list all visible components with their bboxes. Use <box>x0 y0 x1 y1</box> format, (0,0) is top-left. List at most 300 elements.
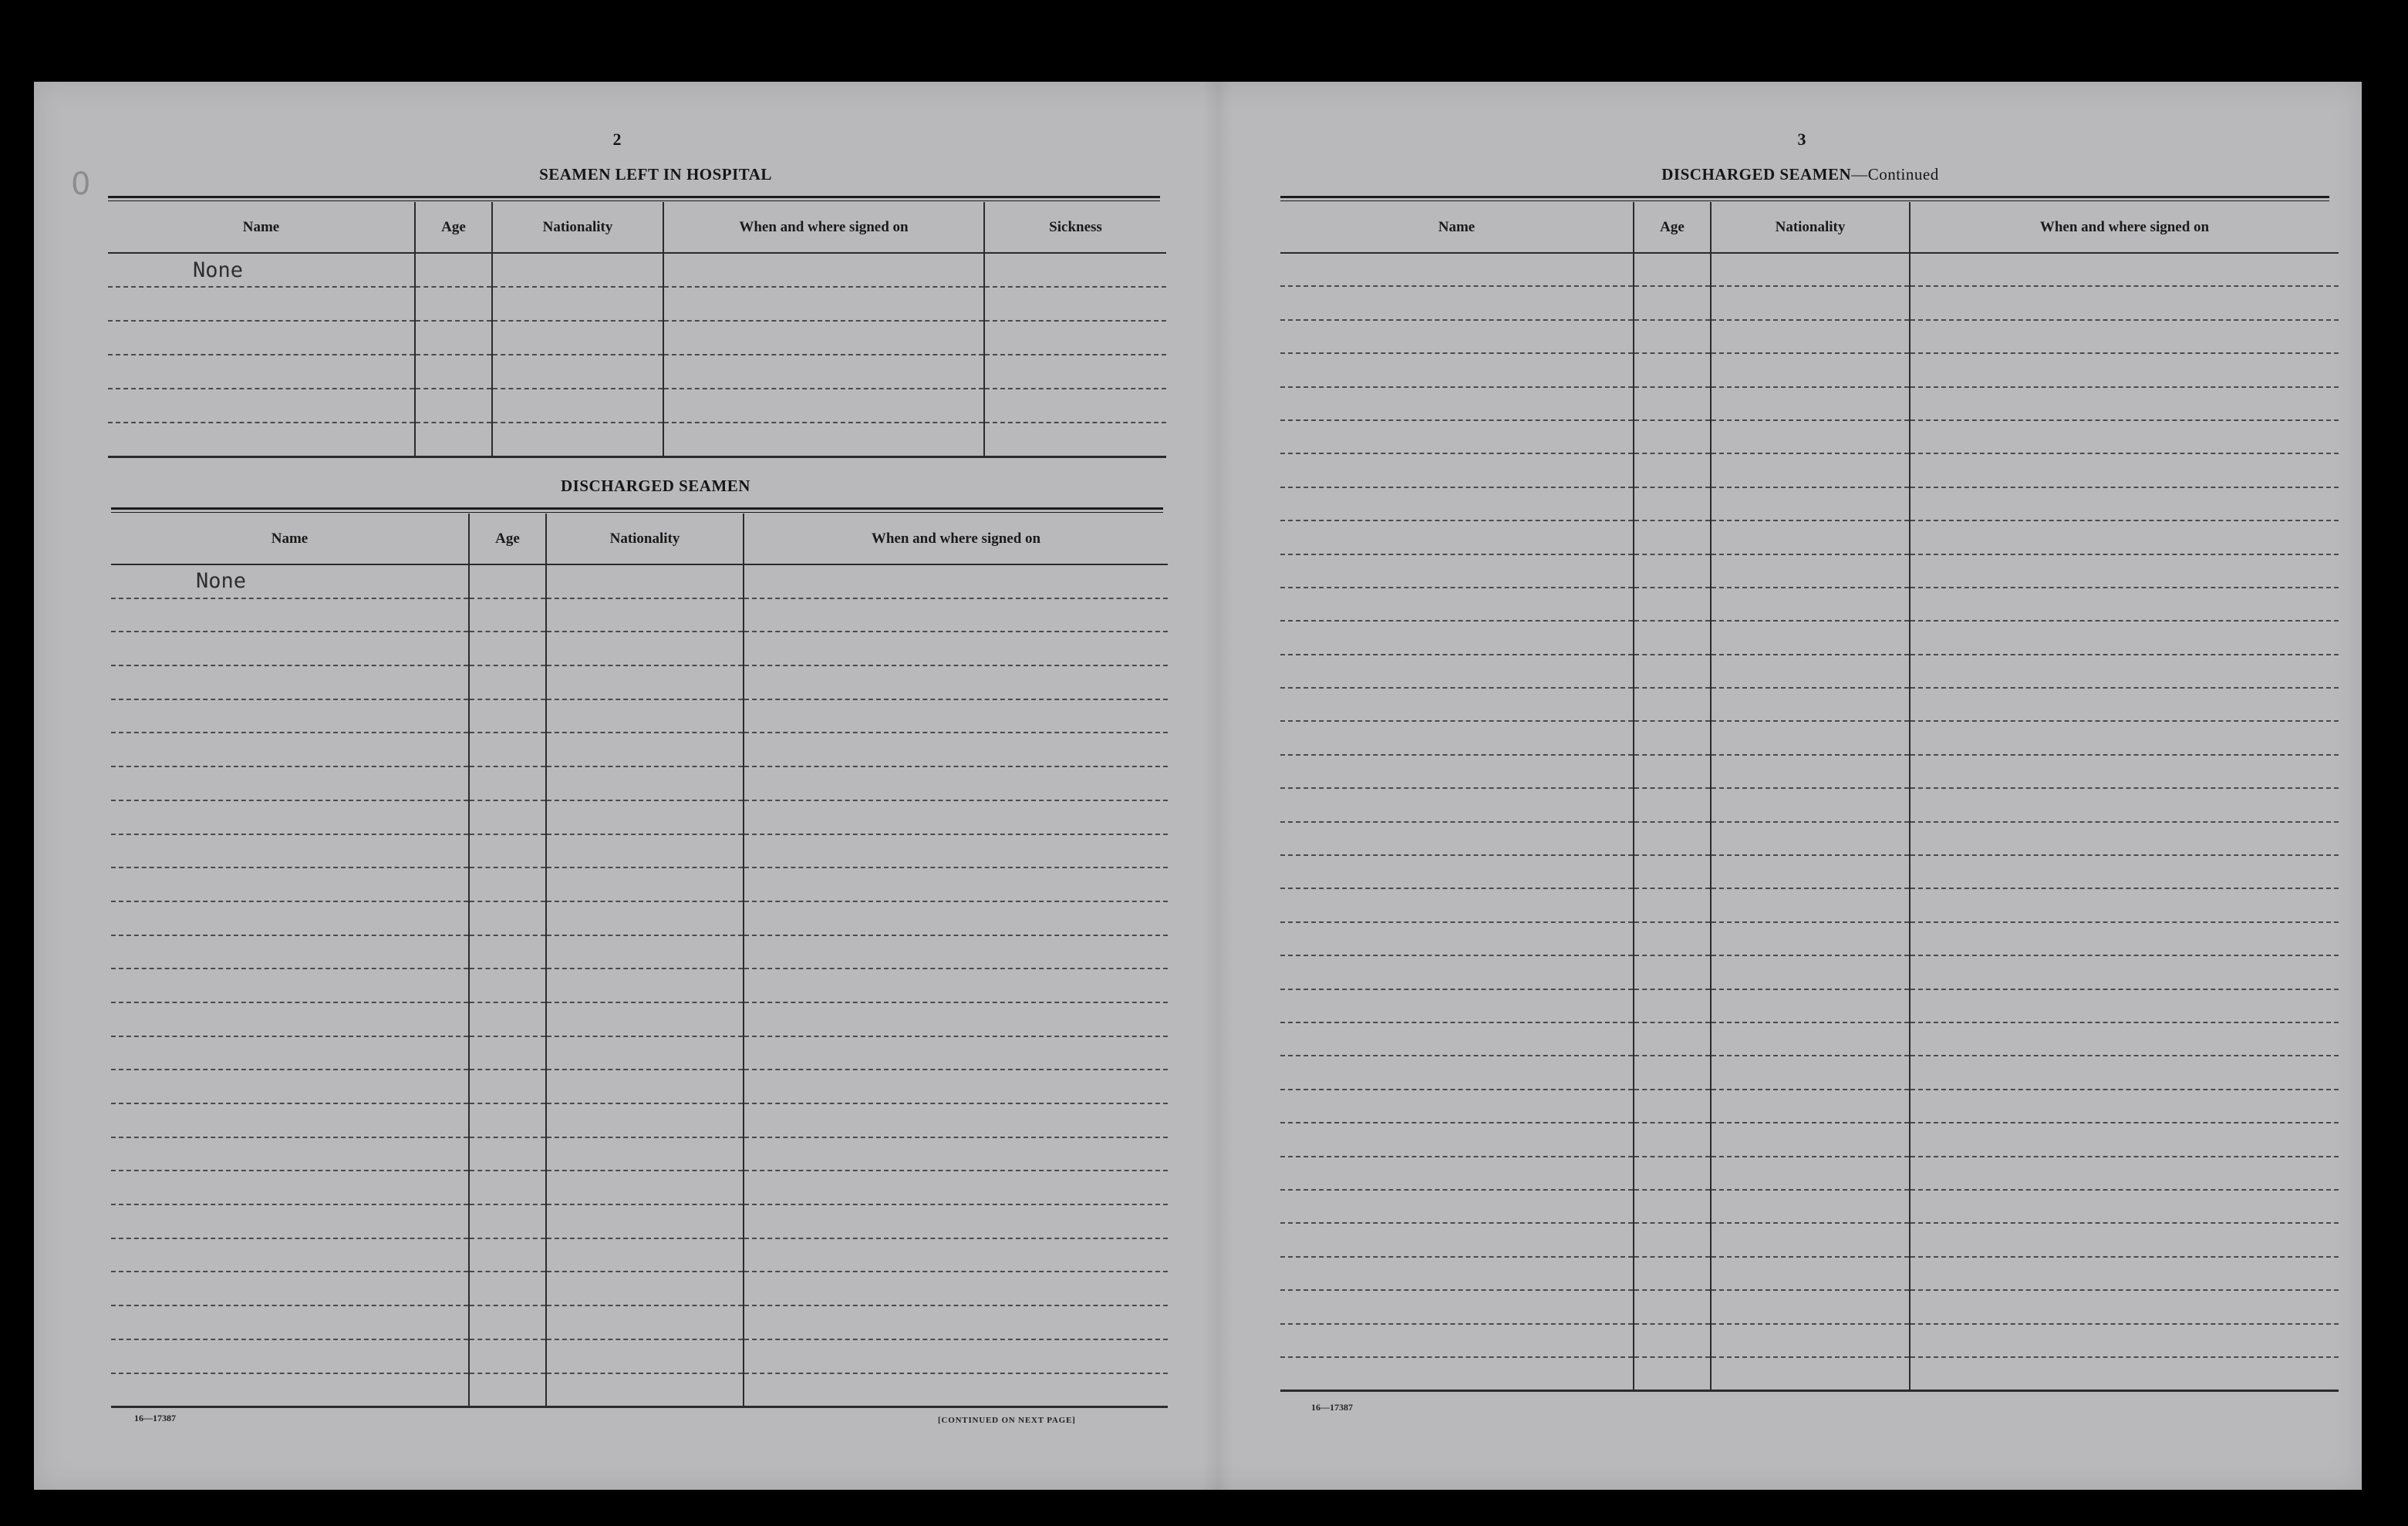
table-cell <box>1711 1223 1910 1256</box>
table-cell <box>415 355 492 389</box>
table-cell <box>1280 888 1634 921</box>
table-cell <box>546 935 744 969</box>
table-row <box>1280 487 2339 520</box>
table-cell <box>1711 655 1910 688</box>
table-row <box>111 1002 1168 1036</box>
table-cell <box>1634 721 1711 754</box>
right-section-title-suffix: —Continued <box>1851 165 1939 184</box>
table-cell <box>469 935 546 969</box>
table-cell <box>469 766 546 800</box>
table-cell <box>1280 1157 1634 1190</box>
table-cell <box>111 834 469 868</box>
table-cell <box>1910 989 2339 1022</box>
table-cell <box>1634 688 1711 721</box>
table-cell <box>984 355 1166 389</box>
table-cell <box>1910 888 2339 921</box>
table-cell <box>1910 655 2339 688</box>
table-cell <box>1910 1022 2339 1056</box>
table-cell <box>663 253 984 287</box>
table-row <box>111 598 1168 632</box>
table-row <box>111 1339 1168 1373</box>
table-row <box>1280 888 2339 921</box>
table-row <box>111 733 1168 766</box>
table-cell <box>1910 1223 2339 1256</box>
table-row <box>1280 655 2339 688</box>
table-cell <box>111 699 469 733</box>
table-cell <box>111 867 469 901</box>
table-row <box>111 1204 1168 1238</box>
table-cell <box>1634 655 1711 688</box>
table-cell <box>1280 253 1634 286</box>
table-cell <box>1711 1257 1910 1290</box>
table-cell <box>111 1204 469 1238</box>
table-cell <box>492 321 663 355</box>
discharged-col-name: Name <box>111 514 469 564</box>
table-cell <box>546 665 744 699</box>
table-cell <box>1280 1090 1634 1123</box>
table-cell <box>1711 822 1910 855</box>
table-cell <box>1280 655 1634 688</box>
right-title-rule <box>1280 196 2329 201</box>
table-cell <box>1910 320 2339 353</box>
table-cell <box>1910 1090 2339 1123</box>
table-cell <box>1634 520 1711 554</box>
table-row <box>108 287 1166 321</box>
table-row <box>1280 1357 2339 1390</box>
table-row <box>1280 286 2339 319</box>
table-cell <box>1910 1056 2339 1089</box>
table-row <box>1280 755 2339 788</box>
table-cell <box>1910 1290 2339 1323</box>
right-section-title <box>1569 165 2032 184</box>
table-cell <box>744 1339 1168 1373</box>
table-cell <box>1634 1022 1711 1056</box>
table-cell <box>1910 922 2339 955</box>
discharged-col-age: Age <box>469 514 546 564</box>
table-row <box>1280 688 2339 721</box>
table-row <box>1280 353 2339 386</box>
table-cell <box>984 389 1166 423</box>
manifest-sheet <box>34 82 2362 1490</box>
table-cell <box>111 1103 469 1137</box>
table-cell <box>108 389 415 423</box>
table-cell <box>744 968 1168 1002</box>
table-cell <box>1711 621 1910 654</box>
table-cell <box>1910 1357 2339 1390</box>
table-row <box>111 867 1168 901</box>
table-cell <box>1711 788 1910 821</box>
table-cell <box>546 766 744 800</box>
table-cell <box>546 632 744 665</box>
table-cell <box>1910 353 2339 386</box>
table-row <box>111 1238 1168 1272</box>
table-cell <box>1711 1357 1910 1390</box>
table-cell <box>1634 1090 1711 1123</box>
table-row <box>1280 520 2339 554</box>
table-cell <box>111 1070 469 1103</box>
table-cell <box>469 1171 546 1204</box>
table-row <box>111 968 1168 1002</box>
table-cell <box>546 1373 744 1407</box>
hospital-col-signed-on: When and where signed on <box>663 202 984 253</box>
table-cell <box>1711 755 1910 788</box>
table-cell <box>1910 855 2339 888</box>
table-cell <box>1910 1123 2339 1156</box>
table-cell <box>1280 1022 1634 1056</box>
table-row <box>111 1036 1168 1070</box>
table-cell <box>1634 788 1711 821</box>
table-cell <box>1910 822 2339 855</box>
table-row <box>111 935 1168 969</box>
table-row <box>1280 420 2339 453</box>
table-cell <box>111 800 469 834</box>
table-cell <box>744 598 1168 632</box>
table-cell <box>1711 320 1910 353</box>
table-row <box>111 564 1168 598</box>
table-cell <box>1280 1324 1634 1357</box>
discharged-table <box>111 514 1168 1408</box>
table-cell <box>415 423 492 456</box>
table-cell <box>469 598 546 632</box>
table-cell <box>1280 922 1634 955</box>
table-cell <box>1711 888 1910 921</box>
table-cell <box>1711 554 1910 588</box>
table-row <box>1280 1056 2339 1089</box>
table-cell <box>492 355 663 389</box>
table-row <box>111 1171 1168 1204</box>
table-cell <box>111 1137 469 1171</box>
table-cell <box>984 253 1166 287</box>
table-cell <box>469 1204 546 1238</box>
table-row <box>111 699 1168 733</box>
table-row <box>111 901 1168 935</box>
table-cell <box>1634 320 1711 353</box>
table-cell <box>1634 855 1711 888</box>
table-cell <box>1280 955 1634 989</box>
table-row <box>1280 822 2339 855</box>
table-cell <box>1711 420 1910 453</box>
hospital-section-title: SEAMEN LEFT IN HOSPITAL <box>539 165 772 184</box>
table-cell <box>1711 387 1910 420</box>
table-cell <box>1280 1290 1634 1323</box>
table-cell <box>1280 1123 1634 1156</box>
table-cell <box>1910 520 2339 554</box>
table-row <box>1280 253 2339 286</box>
hospital-title-rule <box>108 196 1160 201</box>
table-cell <box>1711 1290 1910 1323</box>
table-cell <box>1711 955 1910 989</box>
table-cell <box>469 632 546 665</box>
table-cell <box>1280 420 1634 453</box>
table-row <box>108 423 1166 456</box>
table-cell <box>111 1373 469 1407</box>
table-cell <box>469 1002 546 1036</box>
table-cell <box>492 287 663 321</box>
table-row <box>1280 989 2339 1022</box>
table-row <box>1280 588 2339 621</box>
table-cell <box>469 1070 546 1103</box>
table-cell <box>1910 286 2339 319</box>
table-cell <box>1711 353 1910 386</box>
table-cell <box>1711 1022 1910 1056</box>
table-cell <box>744 935 1168 969</box>
table-cell <box>108 287 415 321</box>
table-cell <box>111 1305 469 1339</box>
table-cell <box>744 632 1168 665</box>
table-cell <box>1634 1157 1711 1190</box>
table-cell <box>744 1305 1168 1339</box>
table-cell <box>1910 588 2339 621</box>
table-cell <box>108 355 415 389</box>
table-cell <box>1634 1324 1711 1357</box>
table-cell <box>469 564 546 598</box>
table-cell <box>1910 387 2339 420</box>
table-cell <box>1634 353 1711 386</box>
table-cell <box>1634 922 1711 955</box>
table-cell <box>1711 1324 1910 1357</box>
table-cell <box>469 1373 546 1407</box>
table-cell <box>663 287 984 321</box>
table-cell <box>1910 253 2339 286</box>
table-cell <box>492 423 663 456</box>
table-cell <box>1910 1157 2339 1190</box>
table-cell <box>1634 1223 1711 1256</box>
table-cell <box>469 901 546 935</box>
table-row <box>1280 1123 2339 1156</box>
table-cell <box>984 287 1166 321</box>
table-cell <box>111 766 469 800</box>
table-cell <box>111 1171 469 1204</box>
table-cell <box>415 389 492 423</box>
table-cell <box>1634 387 1711 420</box>
table-row <box>111 766 1168 800</box>
table-cell <box>546 598 744 632</box>
table-row <box>1280 721 2339 754</box>
table-cell <box>1280 353 1634 386</box>
table-row <box>108 253 1166 287</box>
table-cell <box>1910 1190 2339 1223</box>
table-cell <box>1634 487 1711 520</box>
table-row <box>111 1272 1168 1305</box>
table-cell <box>546 901 744 935</box>
table-cell <box>546 800 744 834</box>
table-cell <box>744 1373 1168 1407</box>
table-cell <box>744 1002 1168 1036</box>
table-cell <box>469 1137 546 1171</box>
table-cell <box>1280 788 1634 821</box>
right-col-signed-on: When and where signed on <box>1910 202 2339 253</box>
table-cell <box>1280 286 1634 319</box>
table-cell <box>1711 1157 1910 1190</box>
discharged-rows <box>111 564 1168 1406</box>
table-cell <box>415 287 492 321</box>
table-cell <box>1280 855 1634 888</box>
table-cell <box>1634 554 1711 588</box>
left-form-number: 16—17387 <box>134 1413 176 1423</box>
table-cell <box>546 1002 744 1036</box>
discharged-col-nationality: Nationality <box>546 514 744 564</box>
table-cell <box>111 1036 469 1070</box>
handwritten-entry: None <box>193 258 244 282</box>
table-cell <box>546 867 744 901</box>
table-cell <box>469 1036 546 1070</box>
table-cell <box>1634 822 1711 855</box>
table-cell <box>1634 286 1711 319</box>
table-cell <box>111 1002 469 1036</box>
table-cell <box>469 1305 546 1339</box>
table-cell <box>1910 1257 2339 1290</box>
table-cell <box>1280 989 1634 1022</box>
table-cell <box>546 1070 744 1103</box>
table-cell <box>546 564 744 598</box>
table-cell <box>111 1238 469 1272</box>
table-cell <box>1280 520 1634 554</box>
table-cell <box>469 699 546 733</box>
margin-mark: 0 <box>71 167 96 202</box>
table-row <box>1280 1324 2339 1357</box>
table-cell <box>111 1339 469 1373</box>
table-row <box>108 355 1166 389</box>
table-cell <box>546 1204 744 1238</box>
table-cell <box>1711 1090 1910 1123</box>
table-cell <box>1910 1324 2339 1357</box>
table-cell <box>1910 420 2339 453</box>
table-cell <box>1280 453 1634 487</box>
table-cell <box>1280 1257 1634 1290</box>
table-cell <box>469 968 546 1002</box>
right-col-name: Name <box>1280 202 1634 253</box>
right-form-number: 16—17387 <box>1311 1402 1353 1413</box>
table-cell <box>744 1070 1168 1103</box>
hospital-rows <box>108 253 1166 456</box>
table-row <box>111 1070 1168 1103</box>
table-cell <box>546 1305 744 1339</box>
table-cell <box>1711 588 1910 621</box>
table-row <box>1280 1290 2339 1323</box>
table-cell <box>546 1238 744 1272</box>
table-row <box>1280 955 2339 989</box>
table-row <box>111 800 1168 834</box>
table-row <box>1280 387 2339 420</box>
table-row <box>1280 1257 2339 1290</box>
table-cell <box>111 968 469 1002</box>
table-cell <box>1910 688 2339 721</box>
table-cell <box>744 665 1168 699</box>
discharged-col-signed-on: When and where signed on <box>744 514 1168 564</box>
table-row <box>1280 855 2339 888</box>
table-cell <box>1280 688 1634 721</box>
table-cell <box>111 632 469 665</box>
table-row <box>1280 453 2339 487</box>
table-row <box>111 1305 1168 1339</box>
table-cell <box>111 598 469 632</box>
table-cell <box>469 665 546 699</box>
table-cell <box>1910 554 2339 588</box>
right-section-title-text: DISCHARGED SEAMEN <box>1661 165 1852 184</box>
table-cell <box>1280 320 1634 353</box>
table-cell <box>546 1171 744 1204</box>
table-cell <box>111 1272 469 1305</box>
table-row <box>1280 554 2339 588</box>
table-cell <box>663 321 984 355</box>
table-cell <box>1711 453 1910 487</box>
table-row <box>111 1373 1168 1407</box>
table-cell <box>744 901 1168 935</box>
table-cell <box>492 253 663 287</box>
table-cell <box>1634 755 1711 788</box>
table-cell <box>1910 955 2339 989</box>
table-cell <box>744 1137 1168 1171</box>
table-cell <box>1910 487 2339 520</box>
table-cell <box>744 564 1168 598</box>
table-cell <box>1711 721 1910 754</box>
hospital-col-age: Age <box>415 202 492 253</box>
table-row <box>1280 922 2339 955</box>
table-cell <box>469 834 546 868</box>
table-cell <box>469 800 546 834</box>
table-cell <box>1910 453 2339 487</box>
table-row <box>1280 621 2339 654</box>
table-row <box>1280 1022 2339 1056</box>
table-row <box>111 1137 1168 1171</box>
table-cell <box>1634 1357 1711 1390</box>
hospital-col-sickness: Sickness <box>984 202 1166 253</box>
table-cell <box>111 901 469 935</box>
table-cell <box>415 321 492 355</box>
table-cell <box>546 1103 744 1137</box>
table-cell <box>492 389 663 423</box>
table-cell <box>108 321 415 355</box>
table-cell <box>1711 487 1910 520</box>
table-cell <box>1711 855 1910 888</box>
discharged-section-title: DISCHARGED SEAMEN <box>561 477 750 495</box>
hospital-table <box>108 202 1166 458</box>
table-cell <box>1280 387 1634 420</box>
table-cell <box>469 1103 546 1137</box>
table-row <box>1280 1090 2339 1123</box>
table-row <box>1280 1157 2339 1190</box>
table-cell <box>1634 1056 1711 1089</box>
right-rows <box>1280 253 2339 1390</box>
table-cell <box>1634 989 1711 1022</box>
table-row <box>1280 1223 2339 1256</box>
table-cell <box>111 733 469 766</box>
table-cell <box>1634 453 1711 487</box>
table-cell <box>469 1272 546 1305</box>
table-cell <box>744 867 1168 901</box>
table-cell <box>546 1272 744 1305</box>
table-cell <box>1280 1223 1634 1256</box>
table-cell <box>1910 755 2339 788</box>
table-cell <box>744 699 1168 733</box>
table-cell <box>1711 1056 1910 1089</box>
table-cell <box>663 389 984 423</box>
table-cell <box>744 1272 1168 1305</box>
table-cell <box>1280 721 1634 754</box>
table-cell <box>1280 1357 1634 1390</box>
table-cell <box>1280 1190 1634 1223</box>
table-cell <box>469 733 546 766</box>
table-cell <box>1910 721 2339 754</box>
table-row <box>111 632 1168 665</box>
table-cell <box>663 423 984 456</box>
table-cell <box>984 321 1166 355</box>
table-cell <box>744 1204 1168 1238</box>
table-cell <box>1634 1257 1711 1290</box>
table-cell <box>111 935 469 969</box>
table-row <box>108 321 1166 355</box>
table-cell <box>1280 822 1634 855</box>
